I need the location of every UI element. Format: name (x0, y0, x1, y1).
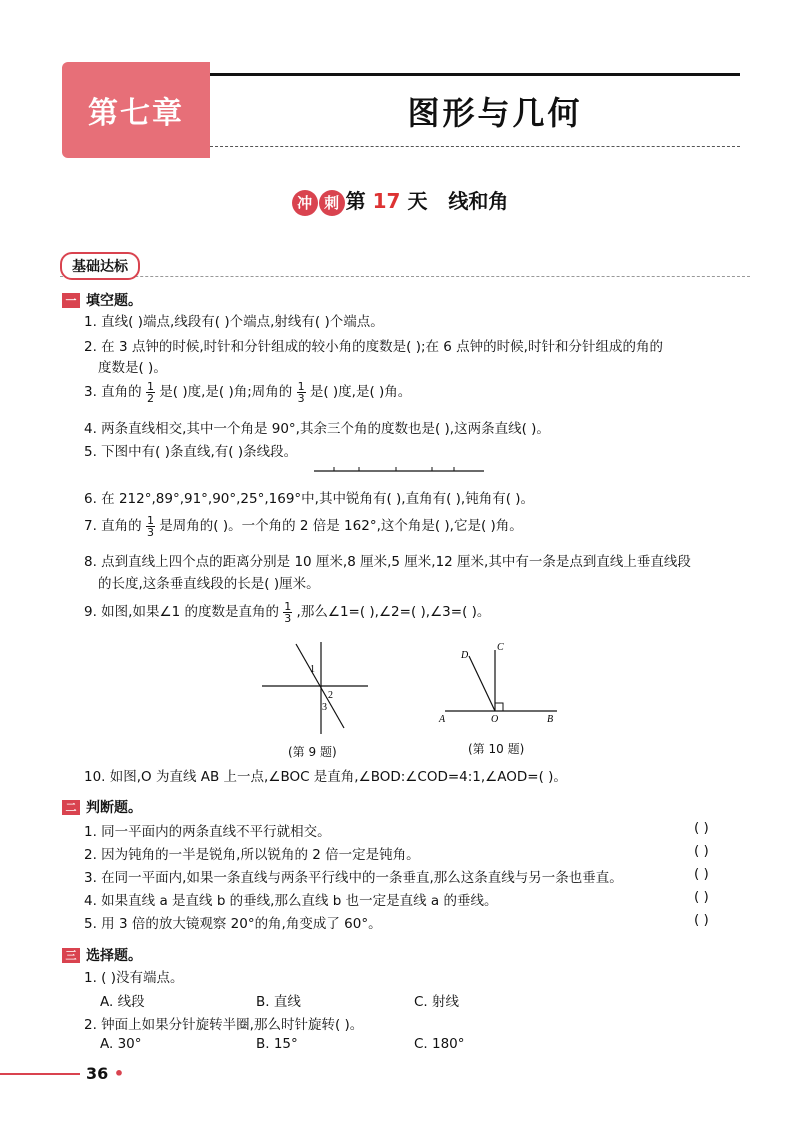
fig10-label-B: B (547, 714, 554, 725)
fill-q6: 6. 在 212°,89°,91°,90°,25°,169°中,其中锐角有( ),直角有( ),钝角有( )。 (84, 491, 535, 507)
q3-part-c: 是( )度,是( )角。 (309, 384, 412, 400)
section-title: 选择题。 (86, 948, 142, 964)
fig9-label-3: 3 (322, 702, 327, 713)
fill-q2b: 度数是( )。 (98, 360, 167, 376)
choice-q1-a[interactable]: A. 线段 (100, 994, 145, 1010)
choice-q1-b[interactable]: B. 直线 (256, 994, 301, 1010)
judge-item-3: 3. 在同一平面内,如果一条直线与两条平行线中的一条垂直,那么这条直线与另一条也垂直。 (84, 870, 623, 886)
badge-chong: 冲 (292, 190, 318, 216)
section-title: 判断题。 (86, 800, 142, 816)
fig10-label-A: A (439, 714, 446, 725)
section-judge (62, 797, 142, 817)
fill-q8a: 8. 点到直线上四个点的距离分别是 10 厘米,8 厘米,5 厘米,12 厘米,其中有一条是点到直线上垂直线段 (84, 554, 691, 570)
judge-paren-3[interactable]: ( ) (694, 866, 709, 882)
judge-item-2: 2. 因为钝角的一半是锐角,所以锐角的 2 倍一定是钝角。 (84, 847, 420, 863)
choice-q1: 1. ( )没有端点。 (84, 970, 184, 986)
choice-q2-c[interactable]: C. 180° (414, 1036, 465, 1052)
section-choice (62, 945, 142, 965)
q9-part-a: 9. 如图,如果∠1 的度数是直角的 (84, 604, 279, 620)
fill-q1: 1. 直线( )端点,线段有( )个端点,射线有( )个端点。 (84, 314, 384, 330)
fraction-third-q7: $\frac{1}{3}$ (146, 513, 154, 539)
day-suffix: 天 (407, 189, 428, 213)
page-number (86, 1064, 124, 1083)
section-number: 二 (62, 800, 80, 815)
fraction-half: $\frac{1}{2}$ (146, 379, 154, 405)
judge-item-4: 4. 如果直线 a 是直线 b 的垂线,那么直线 b 也一定是直线 a 的垂线。 (84, 893, 498, 909)
header-dotted-rule (210, 146, 740, 147)
fill-q5: 5. 下图中有( )条直线,有( )条线段。 (84, 444, 298, 460)
fig9-label-1: 1 (310, 664, 315, 675)
choice-q2-b[interactable]: B. 15° (256, 1036, 298, 1052)
day-number: 17 (372, 189, 401, 213)
fill-q3 (84, 380, 411, 404)
fig10-label-O: O (491, 714, 499, 725)
judge-item-1: 1. 同一平面内的两条直线不平行就相交。 (84, 824, 331, 840)
fig9-label-2: 2 (328, 690, 333, 701)
tag-rule (60, 276, 750, 277)
q5-line-figure (314, 463, 486, 477)
q3-part-a: 3. 直角的 (84, 384, 142, 400)
fill-q8b: 的长度,这条垂直线段的长是( )厘米。 (98, 576, 320, 592)
choice-q2-a[interactable]: A. 30° (100, 1036, 142, 1052)
section-number: 三 (62, 948, 80, 963)
fill-q2a: 2. 在 3 点钟的时候,时针和分针组成的较小角的度数是( );在 6 点钟的时候,时针和分针组成的角的 (84, 339, 663, 355)
day-prefix: 第 (345, 189, 366, 213)
page-dot: • (113, 1064, 125, 1083)
judge-paren-1[interactable]: ( ) (694, 820, 709, 836)
q7-part-a: 7. 直角的 (84, 518, 142, 534)
section-title: 填空题。 (86, 293, 142, 309)
fig10-label-C: C (497, 642, 504, 653)
fill-q9 (84, 600, 490, 624)
day-topic: 线和角 (448, 189, 509, 213)
judge-paren-2[interactable]: ( ) (694, 843, 709, 859)
q3-part-b: 是( )度,是( )角;周角的 (159, 384, 293, 400)
fig10-caption: (第 10 题) (468, 742, 525, 756)
fill-q10: 10. 如图,O 为直线 AB 上一点,∠BOC 是直角,∠BOD:∠COD=4:1,∠AOD=( )。 (84, 769, 567, 785)
chapter-label: 第七章 (62, 62, 210, 158)
page-number-value: 36 (86, 1064, 109, 1083)
fraction-third: $\frac{1}{3}$ (297, 379, 305, 405)
judge-paren-4[interactable]: ( ) (694, 889, 709, 905)
section-tag: 基础达标 (60, 252, 140, 280)
choice-q2: 2. 钟面上如果分针旋转半圈,那么时针旋转( )。 (84, 1017, 364, 1033)
choice-q1-c[interactable]: C. 射线 (414, 994, 460, 1010)
footer-rule (0, 1073, 80, 1075)
fig9-caption: (第 9 题) (288, 745, 337, 759)
chapter-title: 图形与几何 (407, 94, 583, 132)
day-title (0, 185, 800, 216)
figure-9 (258, 638, 374, 738)
q7-part-b: 是周角的( )。一个角的 2 倍是 162°,这个角是( ),它是( )角。 (159, 518, 523, 534)
badge-ci: 刺 (319, 190, 345, 216)
figure-10 (435, 640, 565, 726)
judge-paren-5[interactable]: ( ) (694, 912, 709, 928)
section-number: 一 (62, 293, 80, 308)
fig10-label-D: D (461, 650, 469, 661)
q9-part-b: ,那么∠1=( ),∠2=( ),∠3=( )。 (296, 604, 491, 620)
fraction-third-q9: $\frac{1}{3}$ (284, 599, 292, 625)
fill-q7 (84, 514, 523, 538)
judge-item-5: 5. 用 3 倍的放大镜观察 20°的角,角变成了 60°。 (84, 916, 382, 932)
fill-q4: 4. 两条直线相交,其中一个角是 90°,其余三个角的度数也是( ),这两条直线( )。 (84, 421, 550, 437)
header-rule (210, 73, 740, 76)
section-fill (62, 290, 142, 310)
